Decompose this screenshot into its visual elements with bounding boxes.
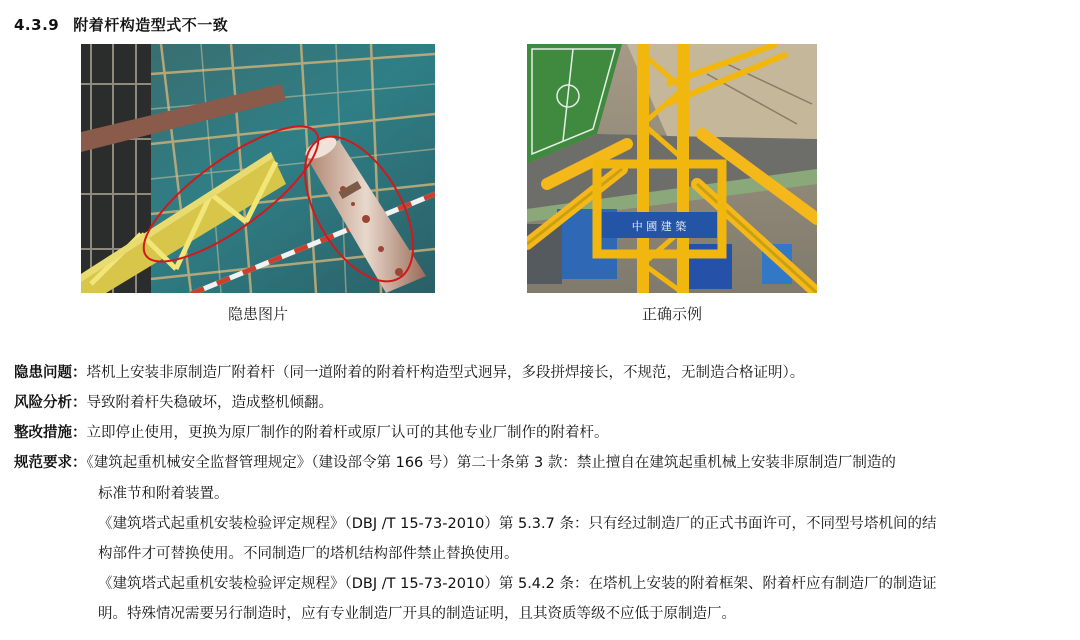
spec-clause-2-line-2: 构部件才可替换使用。不同制造厂的塔机结构部件禁止替换使用。 bbox=[98, 546, 519, 562]
section-heading bbox=[14, 14, 228, 35]
hazard-problem bbox=[14, 359, 1070, 389]
rectification-measures-label: 整改措施： bbox=[14, 425, 87, 441]
spec-clause-3-line-1: 《建筑塔式起重机安装检验评定规程》（DBJ /T 15-73-2010）第 5.4.2 条：在塔机上安装的附着框架、附着杆应有制造厂的制造证 bbox=[98, 576, 937, 592]
spec-requirements-label: 规范要求： bbox=[14, 455, 87, 471]
risk-analysis bbox=[14, 389, 1070, 419]
spec-line-1: 《建筑起重机械安全监督管理规定》（建设部令第 166 号）第二十条第 3 款：禁止擅自在建筑起重机械上安装非原制造厂制造的 bbox=[86, 455, 896, 471]
correct-example-photo bbox=[527, 44, 817, 293]
spec-clause-2-line-1: 《建筑塔式起重机安装检验评定规程》（DBJ /T 15-73-2010）第 5.3.7 条：只有经过制造厂的正式书面许可，不同型号塔机间的结 bbox=[98, 516, 937, 532]
spec-continuation-1: 标准节和附着装置。 bbox=[98, 486, 229, 502]
section-title: 附着杆构造型式不一致 bbox=[73, 16, 229, 34]
rectification-measures-text: 立即停止使用，更换为原厂制作的附着杆或原厂认可的其他专业厂制作的附着杆。 bbox=[86, 425, 609, 441]
sign-text: 中 國 建 築 bbox=[631, 220, 687, 233]
risk-analysis-label: 风险分析： bbox=[14, 395, 87, 411]
section-number: 4.3.9 bbox=[14, 16, 60, 34]
correct-photo-caption: 正确示例 bbox=[641, 305, 702, 323]
risk-analysis-text: 导致附着杆失稳破坏，造成整机倾翻。 bbox=[86, 395, 333, 411]
hazard-problem-label: 隐患问题： bbox=[14, 365, 87, 381]
rectification-measures bbox=[14, 419, 1070, 449]
spec-requirements bbox=[14, 449, 1070, 479]
spec-clause-3-line-2: 明。特殊情况需要另行制造时，应有专业制造厂开具的制造证明，且其资质等级不应低于原制造厂。 bbox=[98, 606, 736, 622]
hazard-photo bbox=[81, 44, 435, 293]
hazard-photo-caption: 隐患图片 bbox=[227, 305, 288, 323]
hazard-problem-text: 塔机上安装非原制造厂附着杆（同一道附着的附着杆构造型式迥异，多段拼焊接长，不规范，无制造合格证明）。 bbox=[86, 365, 805, 381]
